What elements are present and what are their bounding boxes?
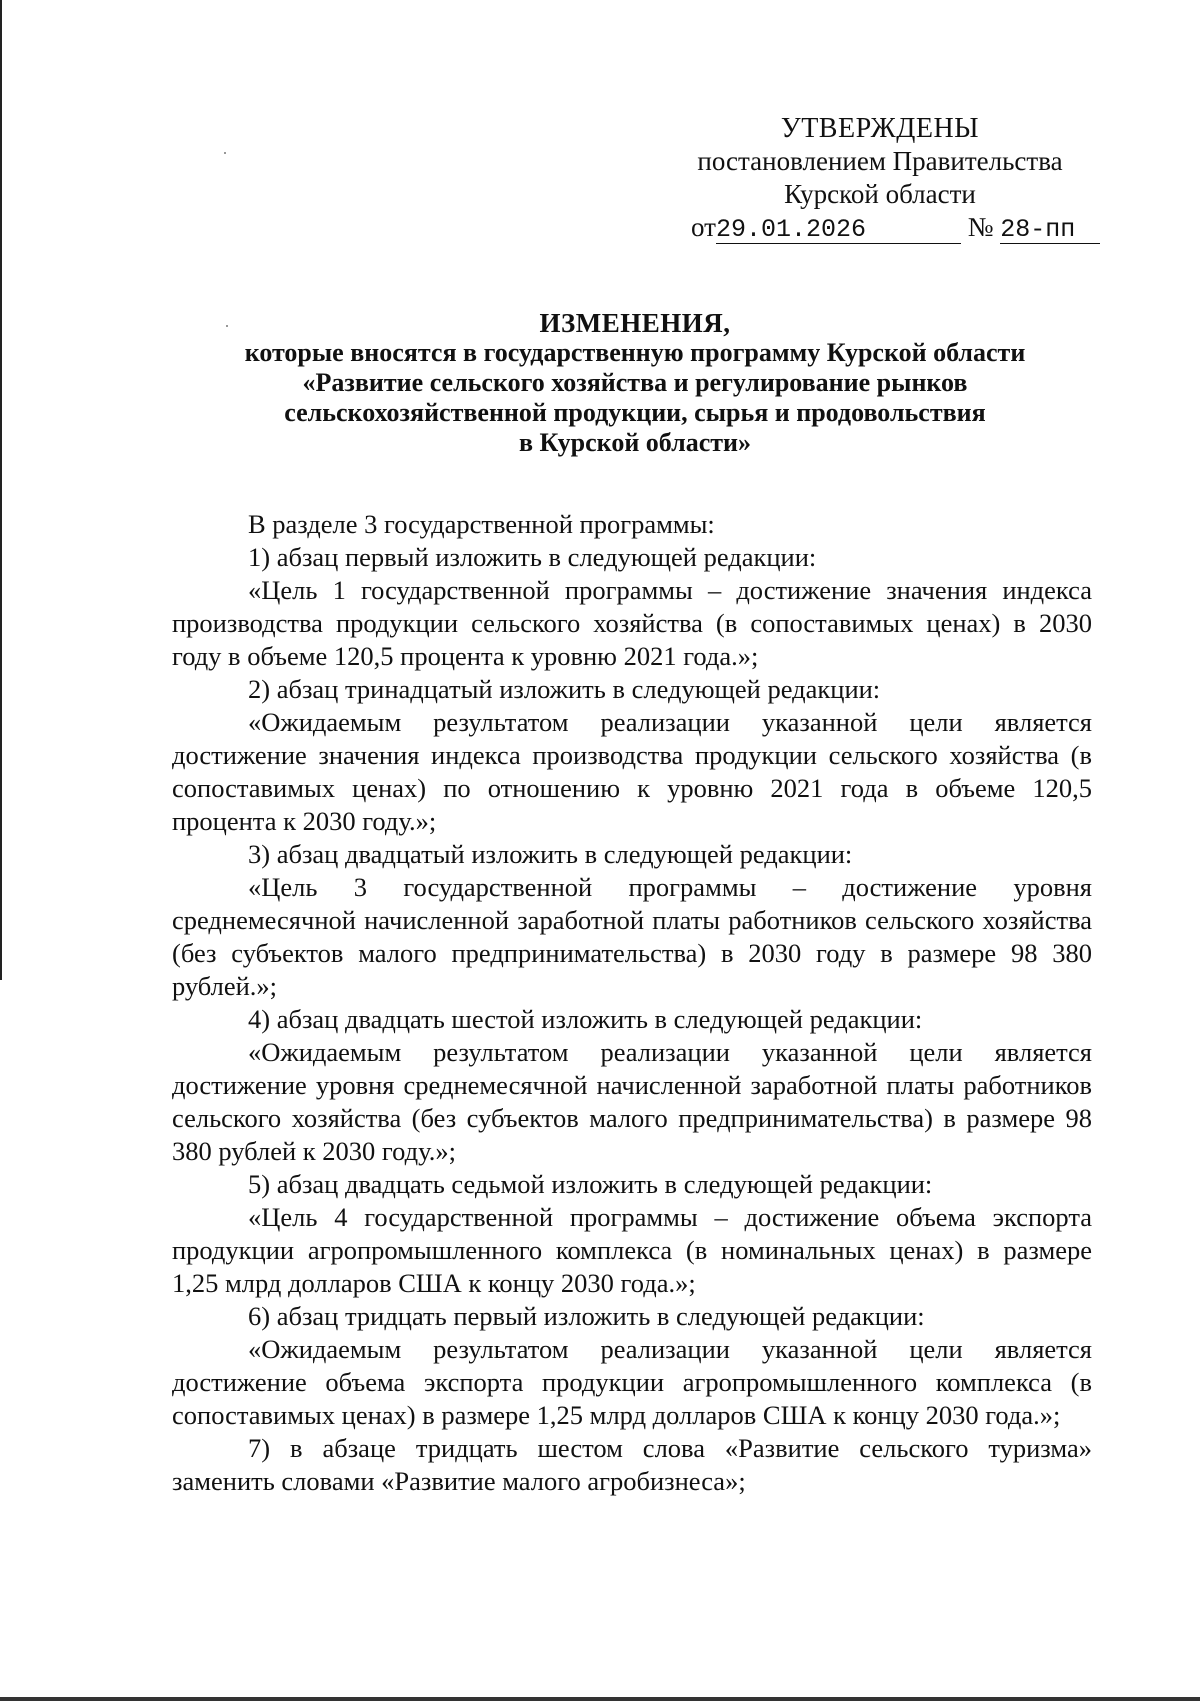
paragraph: В разделе 3 государственной программы: [248,509,715,539]
paragraph: 4) абзац двадцать шестой изложить в следующей редакции: [248,1004,923,1034]
paragraph: 2) абзац тринадцатый изложить в следующей редакции: [248,674,881,704]
approval-line-1: постановлением Правительства [697,146,1063,176]
paragraph: «Ожидаемым результатом реализации указанной цели является достижение объема экспорта продукции агропромышленного комплекса (в сопоставимых ценах) в размере 1,25 млрд долларов США к концу 2030 года.»; [172,1334,1092,1430]
document-title [170,308,1100,458]
title-line-1: которые вносятся в государственную программу Курской области [244,338,1026,367]
title-main: ИЗМЕНЕНИЯ, [539,308,731,338]
paragraph: 5) абзац двадцать седьмой изложить в следующей редакции: [248,1169,933,1199]
number-prefix: № [967,212,994,242]
approval-heading: УТВЕРЖДЕНЫ [780,113,980,144]
title-line-4: в Курской области» [518,428,752,457]
approval-dateline [680,211,1080,244]
paragraph: «Ожидаемым результатом реализации указанной цели является достижение уровня среднемесячной начисленной заработной платы работников сельского хозяйства (без субъектов малого предпринимательства) в размере 98 380 рублей к 2030 году.»; [172,1037,1092,1166]
paragraph: 1) абзац первый изложить в следующей редакции: [248,542,817,572]
paragraph: «Цель 1 государственной программы – достижение значения индекса производства продукции сельского хозяйства (в сопоставимых ценах) в 2030 году в объеме 120,5 процента к уровню 2021 года.»; [172,575,1092,671]
document-body [172,508,1092,1498]
paragraph: «Цель 3 государственной программы – достижение уровня среднемесячной начисленной заработной платы работников сельского хозяйства (без субъектов малого предпринимательства) в 2030 году в размере 98 380 рублей.»; [172,872,1092,1001]
paragraph: 7) в абзаце тридцать шестом слова «Развитие сельского туризма» заменить словами «Развитие малого агробизнеса»; [172,1433,1092,1496]
paragraph: 3) абзац двадцатый изложить в следующей редакции: [248,839,853,869]
date-prefix: от [691,212,716,242]
title-line-3: сельскохозяйственной продукции, сырья и продовольствия [284,398,986,427]
approval-number: 28-пп [1000,216,1100,244]
paragraph: 6) абзац тридцать первый изложить в следующей редакции: [248,1301,925,1331]
paragraph: «Цель 4 государственной программы – достижение объема экспорта продукции агропромышленного комплекса (в номинальных ценах) в размере 1,25 млрд долларов США к концу 2030 года.»; [172,1202,1092,1298]
title-line-2: «Развитие сельского хозяйства и регулирование рынков [302,368,968,397]
approval-line-2: Курской области [784,179,976,209]
approval-date: 29.01.2026 [716,216,961,244]
scan-edge-bottom [0,1697,1200,1701]
approval-block [680,112,1080,244]
scan-speck [224,152,226,154]
paragraph: «Ожидаемым результатом реализации указанной цели является достижение значения индекса производства продукции сельского хозяйства (в сопоставимых ценах) по отношению к уровню 2021 года в объеме 120,5 процента к 2030 году.»; [172,707,1092,836]
scan-edge-left [0,0,2,980]
